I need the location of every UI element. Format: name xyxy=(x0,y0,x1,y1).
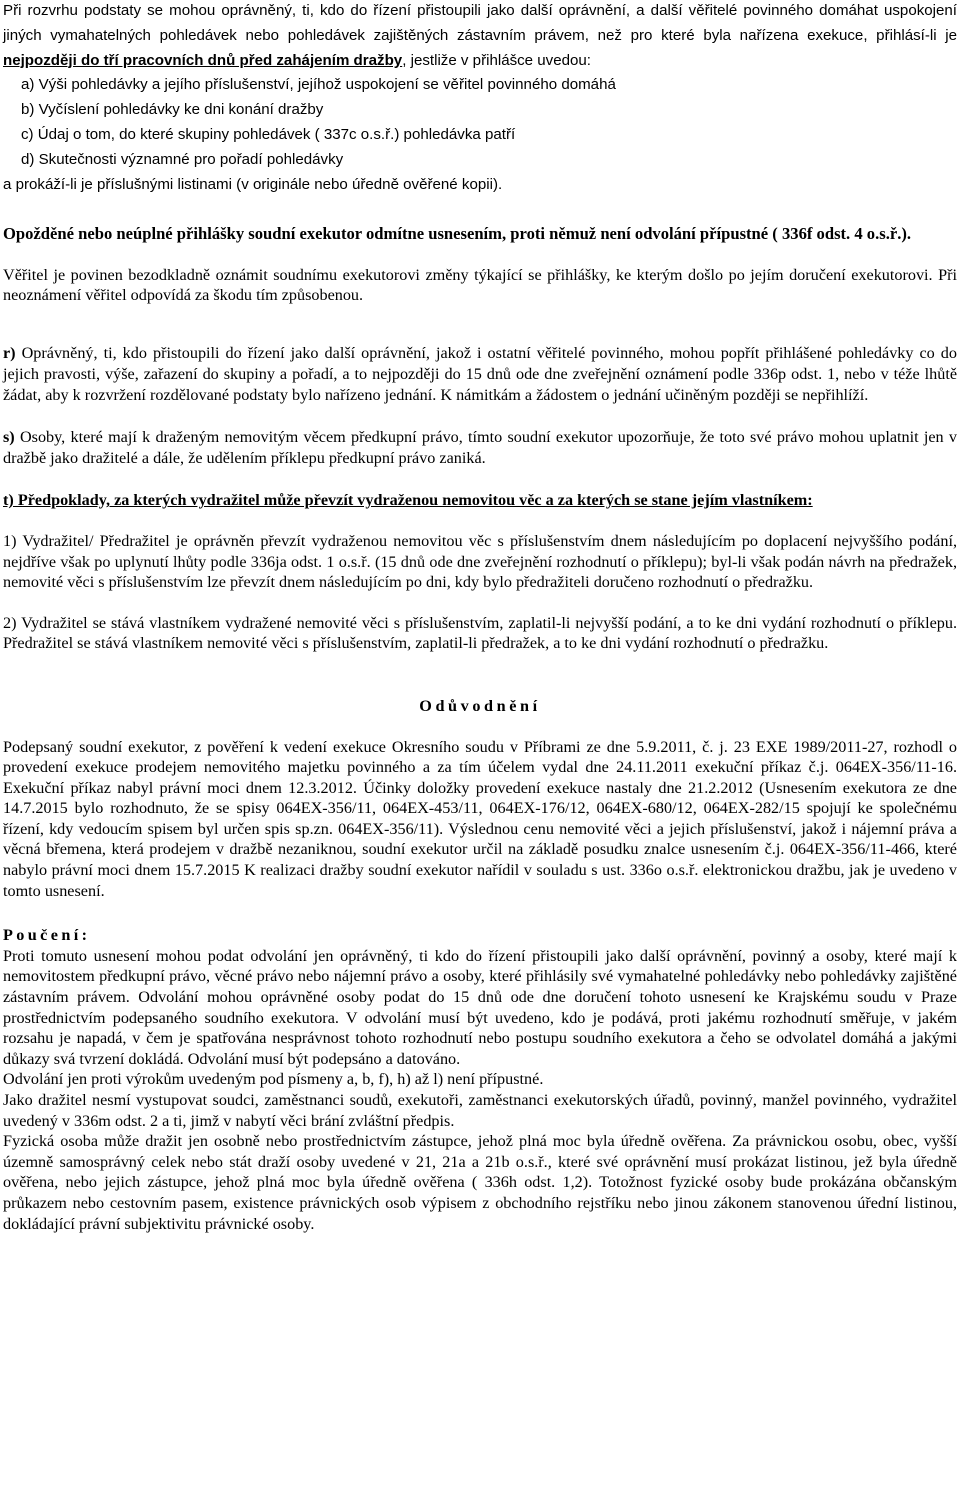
claim-item-b: b) Vyčíslení pohledávky ke dni konání dražby xyxy=(21,101,324,119)
late-claims-paragraph: Opožděné nebo neúplné přihlášky soudní exekutor odmítne usnesením, proti němuž není odvolání přípustné ( 336f odst. 4 o.s.ř.). xyxy=(3,224,912,244)
section-r xyxy=(3,343,957,405)
claim-item-d: d) Skutečnosti významné pro pořadí pohledávky xyxy=(21,150,344,168)
instruction-bidding-persons: Fyzická osoba může dražit jen osobně nebo prostřednictvím zástupce, jehož plná moc byla úředně ověřena. Za právnickou osobu, obec, vyšší územně samosprávný celek nebo stát draží osoby uvedené v 21, 21a a 21b o.s.ř., které své oprávnění musí prokázat listinou, jež byla úředně ověřena, nebo jejich zástupce, jehož plná moc byla úředně ověřena ( 336h odst. 1,2). Totožnost fyzické osoby bude prokázána občanským průkazem nebo cestovním pasem, existence právnických osob výpisem z obchodního rejstříku nebo jinou zákonem stanovenou úřední listinou, dokládající právní subjektivitu právnické osoby. xyxy=(3,1132,957,1233)
reasoning-heading: Odůvodnění xyxy=(419,696,541,715)
section-s-letter: s) xyxy=(3,428,15,447)
claim-item-a: a) Výši pohledávky a jejího příslušenství, jejíhož uspokojení se věřitel povinného domáhá xyxy=(21,76,616,94)
section-t-point-1: 1) Vydražitel/ Předražitel je oprávněn převzít vydraženou nemovitou věc s příslušenstvím dnem následujícím po doplacení nejvyššího podání, nejdříve však po uplynutí lhůty podle 336ja odst. 1 o.s.ř. (15 dnů ode dne zveřejnění rozhodnutí o příklepu); byl-li však podán návrh na předražek, nemovité věci s příslušenstvím lze převzít dnem následujícím po dni, kdy bylo předražiteli doručeno rozhodnutí o předražku. xyxy=(3,531,957,592)
section-s-text: Osoby, které mají k draženým nemovitým věcem předkupní právo, tímto soudní exekutor upozorňuje, že toto své právo mohou uplatnit jen v dražbě jako dražitelé a dále, že udělením příklepu předkupní právo zaniká. xyxy=(3,428,957,467)
reasoning-text: Podepsaný soudní exekutor, z pověření k vedení exekuce Okresního soudu v Příbrami ze dne 5.9.2011, č. j. 23 EXE 1989/2011-27, rozhodl o provedení exekuce prodejem nemovitého majetku povinného a za tím účelem vydal dne 24.11.2011 exekuční příkaz č.j. 064EX-356/11-16. Exekuční příkaz nabyl právní moci dnem 12.3.2012. Účinky doložky provedení exekuce nastaly dne 21.2.2012 (Usnesením exekutora ze dne 14.7.2015 bylo rozhodnuto, že se spisy 064EX-356/11, 064EX-453/11, 064EX-176/12, 064EX-680/12, 064EX-282/15 spojují ke společnému řízení, kdy vedoucím spisem byl určen spis sp.zn. 064EX-356/11). Výslednou cenu nemovité věci a jejich příslušenství, jakož i nájemní práva a věcná břemena, která prodejem v dražbě nezaniknou, soudní exekutor určil na základě posudku znalce usnesením č.j. 064EX-356/11-466, které nabylo právní moci dnem 15.7.2015 K realizaci dražby soudní exekutor nařídil v souladu s ust. 336o o.s.ř. elektronickou dražbu, jak je uvedeno v tomto usnesení. xyxy=(3,737,957,900)
instruction-appeal: Proti tomuto usnesení mohou podat odvolání jen oprávněný, ti kdo do řízení přistoupili jako další oprávnění, povinný a osoby, které mají k nemovitostem předkupní právo, věcné právo nebo nájemní právo a osoby, které přihlásily své vymahatelné pohledávky nebo pohledávky zajištěné zástavním právem. Odvolání mohou oprávněné osoby podat do 15 dnů ode dne doručení tohoto usnesení ke Krajskému soudu v Praze prostřednictvím podepsaného soudního exekutora. V odvolání musí být uvedeno, kdo je podává, proti jakému rozhodnutí směřuje, v jakém rozsahu je napadá, v čem je spatřována nesprávnost tohoto rozhodnutí nebo postupu soudního exekutora a čeho se odvolatel domáhá a jakými důkazy svá tvrzení dokládá. Odvolání musí být podepsáno a datováno. xyxy=(3,946,957,1068)
creditor-duty-paragraph: Věřitel je povinen bezodkladně oznámit soudnímu exekutorovi změny týkající se přihlášky, ke kterým došlo po jejím doručení exekutorovi. Při neoznámení věřitel odpovídá za škodu tím způsobenou. xyxy=(3,266,957,305)
claims-closing: a prokáží-li je příslušnými listinami (v originále nebo úředně ověřené kopii). xyxy=(3,175,503,193)
section-t-point-2: 2) Vydražitel se stává vlastníkem vydražené nemovité věci s příslušenstvím, zaplatil-li nejvyšší podání, a to ke dni vydání rozhodnutí o příklepu. Předražitel se stává vlastníkem nemovité věci s příslušenstvím, zaplatil-li předražek, a to ke dni vydání rozhodnutí o předražku. xyxy=(3,613,957,653)
claims-section xyxy=(3,0,957,197)
section-s xyxy=(3,427,957,468)
claims-intro-text: Při rozvrhu podstaty se mohou oprávněný, ti, kdo do řízení přistoupili jako další oprávnění, a další věřitelé povinného domáhat uspokojení jiných vymahatelných pohledávek nebo pohledávek zajištěných zástavním právem, než pro které byla nařízena exekuce, přihlásí-li je xyxy=(3,2,957,44)
section-t-title: t) Předpoklady, za kterých vydražitel může převzít vydraženou nemovitou věc a za kterých se stane jejím vlastníkem: xyxy=(3,491,813,510)
instruction-heading: Poučení: xyxy=(3,926,91,945)
section-r-text: Oprávněný, ti, kdo přistoupili do řízení jako další oprávnění, jakož i ostatní věřitelé povinného, mohou popřít přihlášené pohledávky co do jejich pravosti, výše, zařazení do skupiny a pořadí, a to nejpozději do 15 dnů ode dne zveřejnění oznámení podle 336p odst. 1, nebo v téže lhůtě žádat, aby k rozvržení rozdělované podstaty bylo nařízeno jednání. K námitkám a žádostem o jednání učiněným později se nepřihlíží. xyxy=(3,344,957,404)
section-r-letter: r) xyxy=(3,344,16,363)
claims-intro xyxy=(3,0,957,73)
instruction-bidder-exclusions: Jako dražitel nesmí vystupovat soudci, zaměstnanci soudů, exekutoři, zaměstnanci exekutorských úřadů, povinný, manžel povinného, vydražitel uvedený v 336m odst. 2 a ti, jimž v nabytí věci brání zvláštní předpis. xyxy=(3,1091,957,1130)
claims-deadline-emphasis: nejpozději do tří pracovních dnů před zahájením dražby xyxy=(3,51,403,69)
claims-intro-tail: , jestliže v přihlášce uvedou: xyxy=(402,51,591,69)
claim-item-c: c) Údaj o tom, do které skupiny pohledávek ( 337c o.s.ř.) pohledávka patří xyxy=(21,125,516,143)
instruction-inadmissible: Odvolání jen proti výrokům uvedeným pod písmeny a, b, f), h) až l) není přípustné. xyxy=(3,1070,544,1089)
